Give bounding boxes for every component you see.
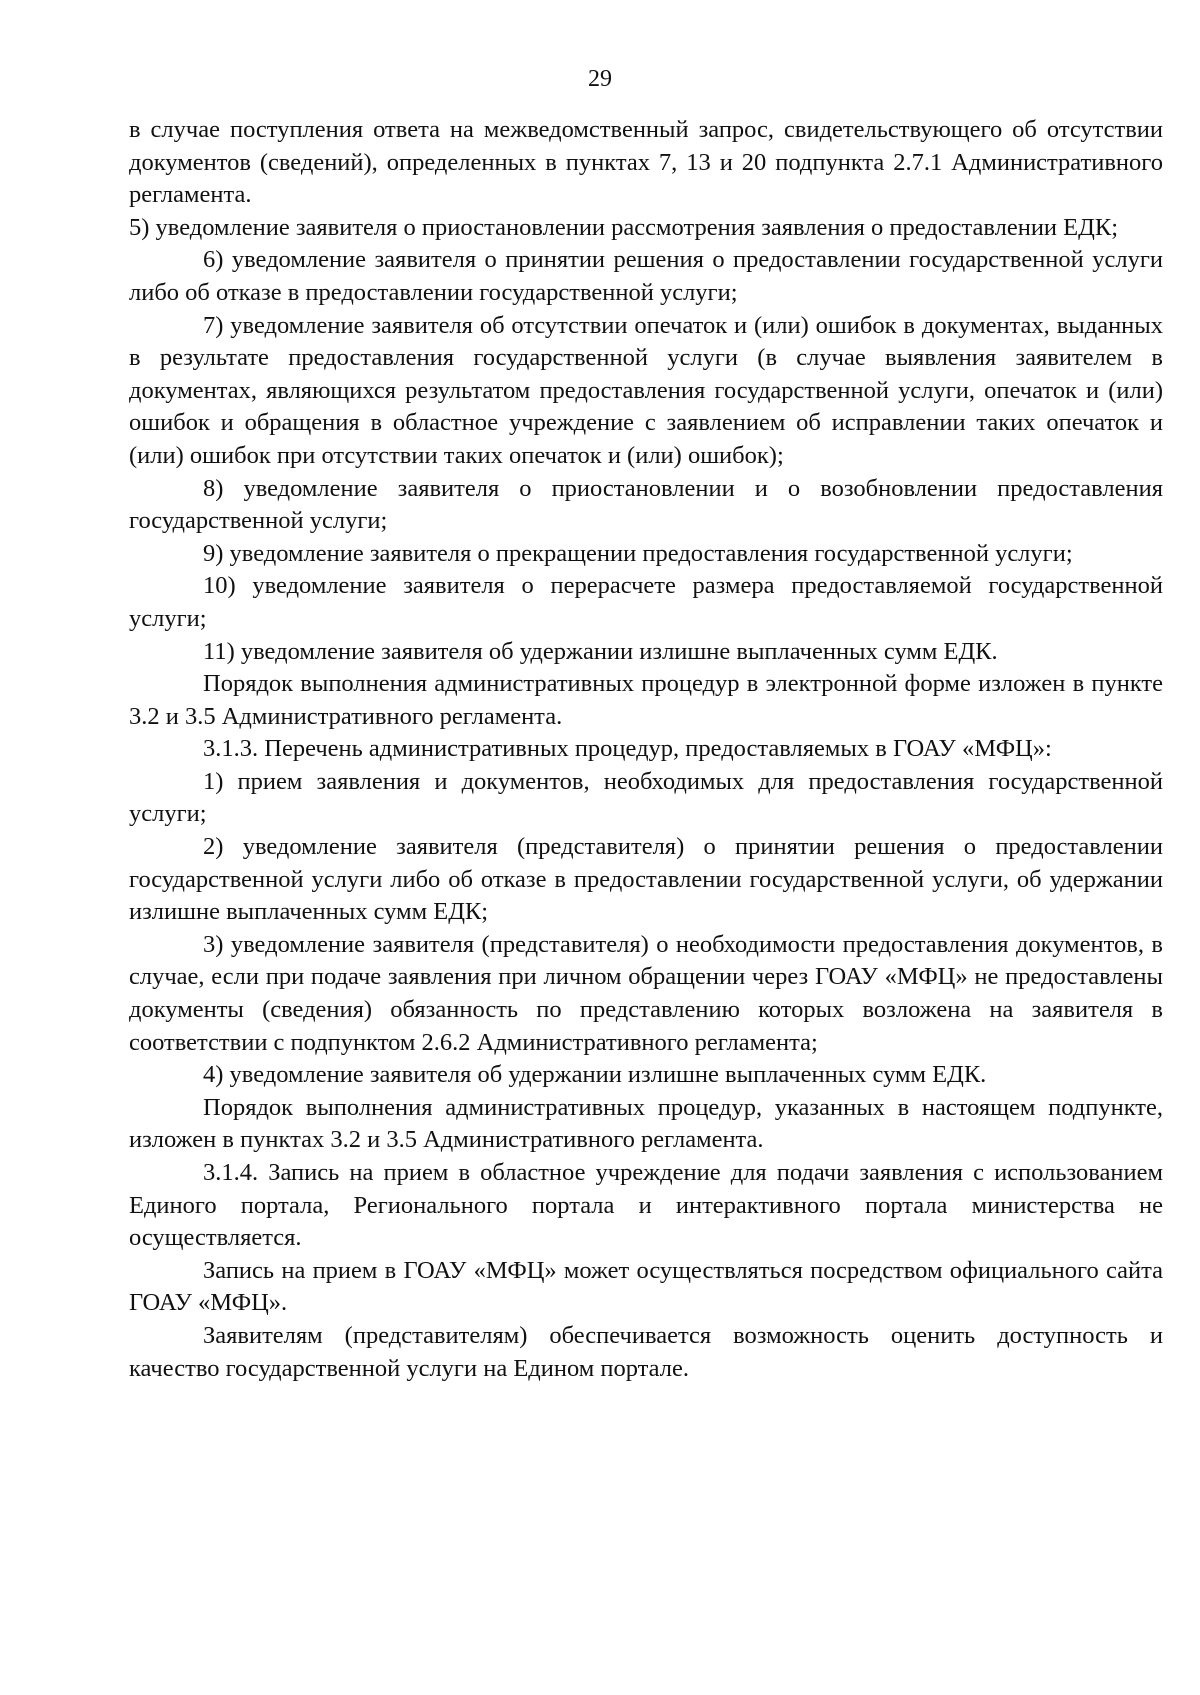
page-number: 29 xyxy=(588,66,612,92)
paragraph-section-3-1-4: 3.1.4. Запись на прием в областное учреждение для подачи заявления с использованием Единого портала, Регионального портала и интерактивного портала министерства не осуществляется. xyxy=(129,1159,1163,1252)
paragraph-mfc-item-3: 3) уведомление заявителя (представителя) о необходимости предоставления документов, в случае, если при подаче заявления при личном обращении через ГОАУ «МФЦ» не предоставлены документы (сведения) обязанность по представлению которых возложена на заявителя в соответствии с подпунктом 2.6.2 Административного регламента; xyxy=(129,930,1163,1056)
paragraph-section-3-1-3: 3.1.3. Перечень административных процедур, предоставляемых в ГОАУ «МФЦ»: xyxy=(203,735,1052,763)
paragraph-item-10-recalculation-notice: 10) уведомление заявителя о перерасчете размера предоставляемой государственной услуги; xyxy=(129,572,1163,632)
paragraph-mfc-item-2: 2) уведомление заявителя (представителя) о принятии решения о предоставлении государственной услуги либо об отказе в предоставлении государственной услуги, об удержании излишне выплаченных сумм ЕДК; xyxy=(129,833,1163,926)
paragraph-electronic-procedures: Порядок выполнения административных процедур в электронной форме изложен в пункте 3.2 и 3.5 Административного регламента. xyxy=(129,670,1163,730)
paragraph-item-5-suspension-notice: 5) уведомление заявителя о приостановлении рассмотрения заявления о предоставлении ЕДК; xyxy=(129,213,1118,241)
paragraph-service-rating: Заявителям (представителям) обеспечивается возможность оценить доступность и качество государственной услуги на Едином портале. xyxy=(129,1321,1163,1382)
paragraph-item-8-suspend-resume-notice: 8) уведомление заявителя о приостановлении и о возобновлении предоставления государственной услуги; xyxy=(129,474,1163,535)
paragraph-mfc-item-1: 1) прием заявления и документов, необходимых для предоставления государственной услуги; xyxy=(129,767,1163,828)
paragraph-item-9-termination-notice: 9) уведомление заявителя о прекращении предоставления государственной услуги; xyxy=(203,539,1073,567)
paragraph-item-6-decision-notice: 6) уведомление заявителя о принятии решения о предоставлении государственной услуги либо об отказе в предоставлении государственной услуги; xyxy=(129,246,1163,306)
paragraph-interagency-response: в случае поступления ответа на межведомственный запрос, свидетельствующего об отсутствии документов (сведений), определенных в пунктах 7, 13 и 20 подпункта 2.7.1 Административного регламента. xyxy=(129,116,1163,209)
paragraph-subpoint-procedures: Порядок выполнения административных процедур, указанных в настоящем подпункте, изложен в пунктах 3.2 и 3.5 Административного регламента. xyxy=(129,1093,1163,1154)
document-body xyxy=(129,114,1163,1385)
paragraph-mfc-appointment: Запись на прием в ГОАУ «МФЦ» может осуществляться посредством официального сайта ГОАУ «МФЦ». xyxy=(129,1256,1163,1317)
paragraph-item-7-no-errors-notice: 7) уведомление заявителя об отсутствии опечаток и (или) ошибок в документах, выданных в результате предоставления государственной услуги (в случае выявления заявителем в документах, являющихся результатом предоставления государственной услуги, опечаток и (или) ошибок и обращения в областное учреждение с заявлением об исправлении таких опечаток и (или) ошибок при отсутствии таких опечаток и (или) ошибок); xyxy=(129,311,1163,469)
paragraph-mfc-item-4: 4) уведомление заявителя об удержании излишне выплаченных сумм ЕДК. xyxy=(203,1061,987,1089)
paragraph-item-11-withholding-notice: 11) уведомление заявителя об удержании излишне выплаченных сумм ЕДК. xyxy=(203,637,998,665)
